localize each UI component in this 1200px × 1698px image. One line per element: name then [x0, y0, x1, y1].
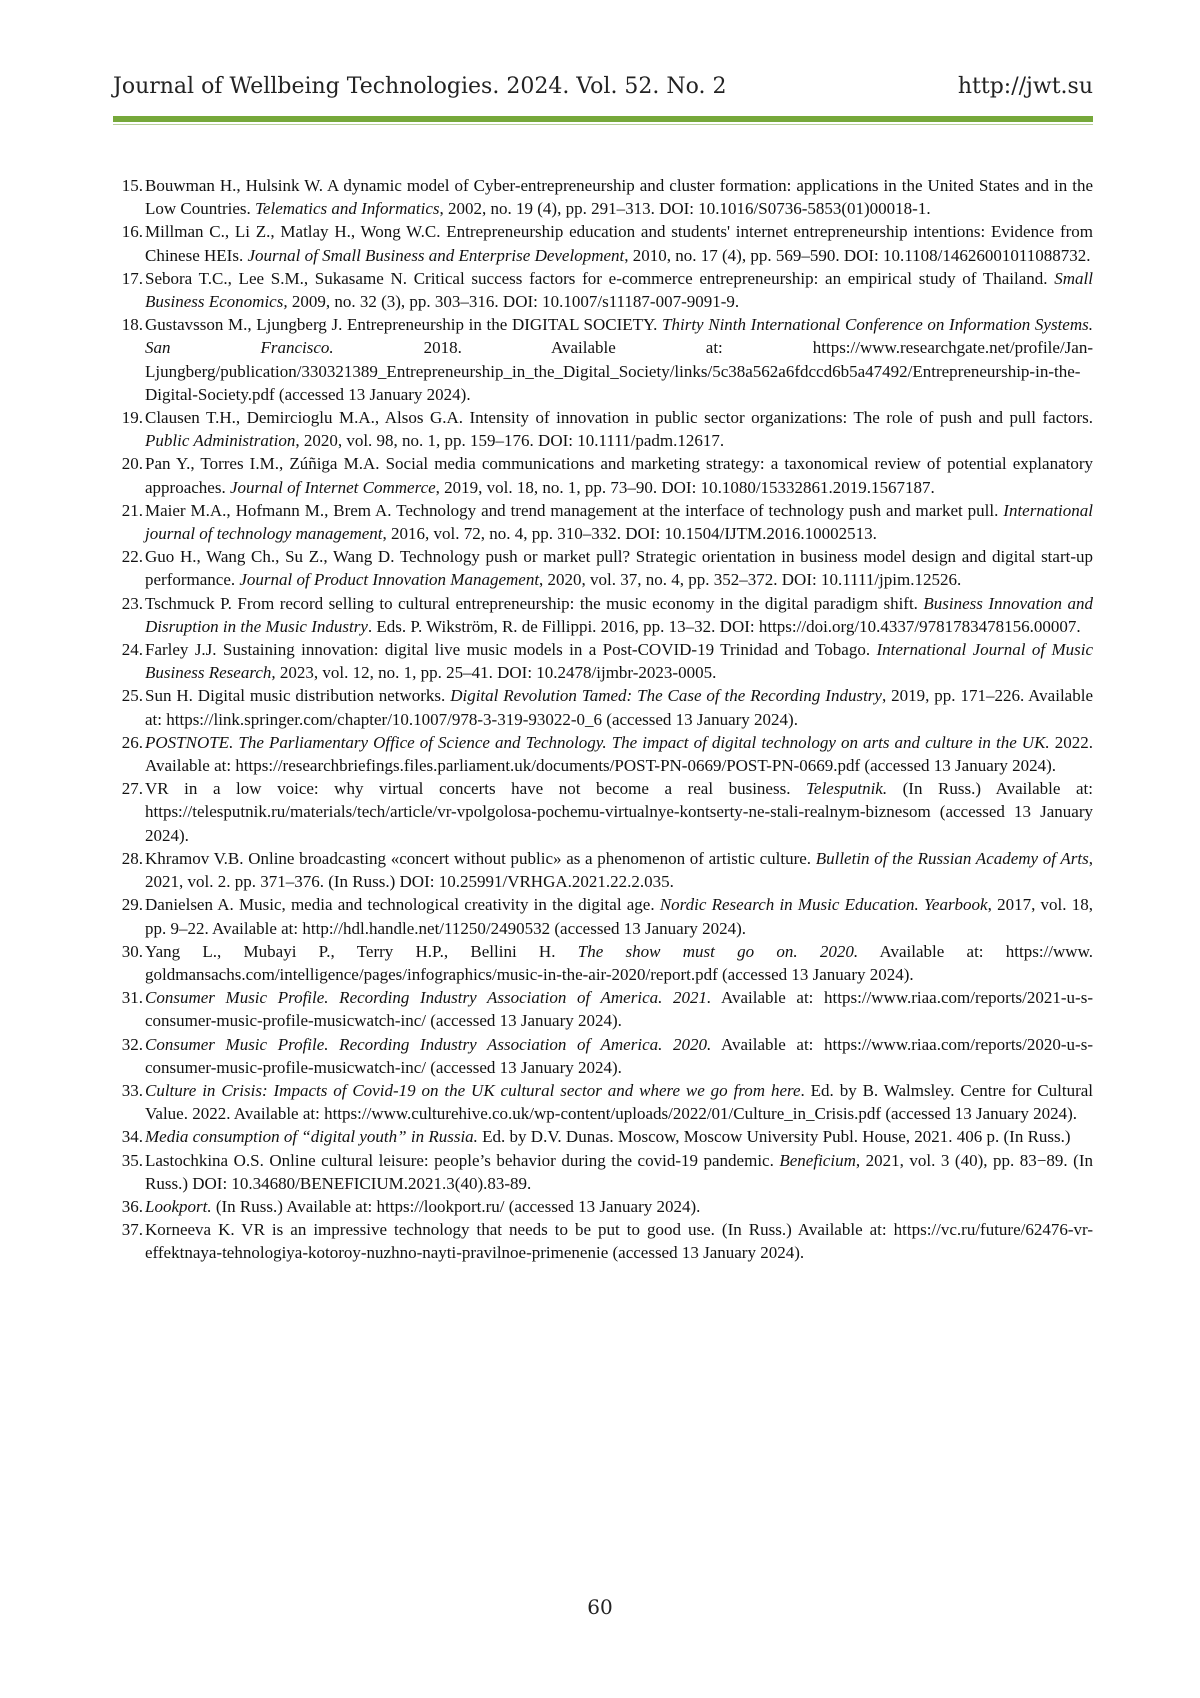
reference-text-part: Sun H. Digital music distribution networks. — [145, 686, 451, 706]
reference-number: 28. — [121, 848, 143, 868]
reference-text — [145, 501, 1093, 543]
reference-source-italic: Culture in Crisis: Impacts of Covid-19 on the UK cultural sector and where we go from here — [145, 1080, 801, 1100]
reference-item — [113, 452, 1093, 498]
reference-item — [113, 499, 1093, 545]
reference-source-italic: Thirty Ninth International Conference on Information Systems. San Francisco. — [145, 315, 1093, 358]
reference-source-italic: Beneficium — [779, 1150, 856, 1170]
reference-text — [145, 895, 1093, 937]
reference-source-italic: Telematics and Informatics — [255, 199, 440, 219]
reference-text-part: . Eds. P. Wikström, R. de Fillippi. 2016, pp. 13–32. DOI: https://doi.org/10.4337/9781783478156.00007. — [367, 616, 1081, 636]
reference-item — [113, 1079, 1093, 1125]
reference-number: 26. — [121, 732, 143, 752]
reference-item — [113, 1149, 1093, 1195]
reference-source-italic: Consumer Music Profile. Recording Industry Association of America. 2020. — [145, 1034, 712, 1054]
reference-item — [113, 174, 1093, 220]
reference-item — [113, 220, 1093, 266]
reference-text-part: , 2021, vol. 2. pp. 371–376. (In Russ.) DOI: 10.25991/VRHGA.2021.22.2.035. — [145, 848, 1093, 892]
reference-item — [113, 1195, 1093, 1218]
reference-text — [145, 1151, 1093, 1193]
reference-source-italic: The show must go on. 2020. — [577, 941, 859, 961]
reference-source-italic: Telesputnik. — [806, 779, 888, 799]
reference-text-part: Korneeva K. VR is an impressive technology that needs to be put to good use. (In Russ.) Available at: https://vc.ru/future/62476-vr-effektnaya-tehnologiya-kotoroy-nuzhno-nayti-pravilnoe-primenenie (accessed 13 January 2024). — [145, 1220, 1093, 1263]
reference-source-italic: Bulletin of the Russian Academy of Arts — [815, 848, 1089, 868]
reference-text — [145, 1127, 1071, 1146]
reference-text — [145, 547, 1093, 589]
reference-item — [113, 638, 1093, 684]
reference-text-part: , 2021, vol. 3 (40), pp. 83−89. (In Russ.) DOI: 10.34680/BENEFICIUM.2021.3(40).83-89. — [145, 1150, 1093, 1193]
reference-number: 22. — [121, 547, 143, 567]
reference-source-italic: Digital Revolution Tamed: The Case of the Recording Industry — [450, 686, 882, 706]
reference-text-part: 2009, no. 32 (3), pp. 303–316. DOI: 10.1007/s11187-007-9091-9. — [287, 292, 740, 312]
reference-text — [145, 942, 1093, 984]
reference-text — [145, 594, 1093, 636]
reference-source-italic: Nordic Research in Music Education. Yearbook — [659, 895, 988, 915]
reference-text-part: , 2019, vol. 18, no. 1, pp. 73–90. DOI: 10.1080/15332861.2019.1567187. — [435, 477, 935, 497]
reference-text-part: , 2010, no. 17 (4), pp. 569–590. DOI: 10.1108/14626001011088732. — [624, 245, 1091, 265]
reference-item — [113, 1033, 1093, 1079]
reference-item — [113, 940, 1093, 986]
reference-item — [113, 1125, 1093, 1148]
reference-text — [145, 779, 1093, 844]
reference-text-part: Gustavsson M., Ljungberg J. Entrepreneurship in the DIGITAL SOCIETY. — [145, 315, 663, 335]
reference-text-part: Available at: https://www.riaa.com/reports/2020-u-s-consumer-music-profile-musicwatch-inc/ (accessed 13 January 2024). — [145, 1034, 1093, 1077]
reference-text-part: Available at: https://www. goldmansachs.com/intelligence/pages/infographics/music-in-the-air-2020/report.pdf (accessed 13 January 2024). — [145, 941, 1093, 984]
reference-text — [145, 408, 1093, 450]
header-rule — [113, 116, 1093, 122]
reference-text — [145, 269, 1093, 311]
reference-number: 24. — [121, 640, 143, 660]
reference-text — [145, 988, 1093, 1030]
reference-item — [113, 406, 1093, 452]
reference-number: 19. — [121, 408, 143, 428]
reference-item — [113, 893, 1093, 939]
reference-item — [113, 777, 1093, 847]
reference-text-part: (In Russ.) Available at: https://telesputnik.ru/materials/tech/article/vr-vpolgolosa-pochemu-virtualnye-kontserty-ne-stali-realnym-biznesom (accessed 13 January 2024). — [145, 779, 1093, 845]
reference-source-italic: Journal of Product Innovation Management — [239, 570, 540, 590]
reference-text-part: , 2019, pp. 171–226. Available at: https://link.springer.com/chapter/10.1007/978-3-319-93022-0_6 (accessed 13 January 2024). — [145, 686, 1093, 729]
reference-text-part: Yang L., Mubayi P., Terry H.P., Bellini H. — [145, 941, 578, 961]
reference-text — [145, 640, 1093, 682]
reference-number: 36. — [121, 1196, 143, 1216]
reference-text-part: Guo H., Wang Ch., Su Z., Wang D. Technology push or market pull? Strategic orientation in business model design and digital start-up performance. — [145, 547, 1093, 590]
reference-text-part: Farley J.J. Sustaining innovation: digital live music models in a Post-COVID-19 Trinidad and Tobago. — [145, 640, 877, 660]
reference-number: 30. — [121, 941, 143, 961]
reference-text-part: Danielsen A. Music, media and technological creativity in the digital age. — [145, 895, 660, 915]
reference-number: 18. — [121, 315, 143, 335]
journal-title: Journal of Wellbeing Technologies. 2024. Vol. 52. No. 2 — [113, 74, 727, 99]
reference-source-italic: Media consumption of “digital youth” in Russia. — [145, 1127, 478, 1147]
reference-number: 20. — [121, 454, 143, 474]
reference-text-part: (In Russ.) Available at: https://lookport.ru/ (accessed 13 January 2024). — [211, 1196, 701, 1216]
reference-text — [145, 222, 1093, 264]
reference-source-italic: POSTNOTE. The Parliamentary Office of Science and Technology. The impact of digital technology on arts and culture in the UK. — [145, 732, 1050, 752]
reference-text — [145, 686, 1093, 728]
reference-item — [113, 267, 1093, 313]
reference-text — [145, 1197, 700, 1216]
reference-item — [113, 684, 1093, 730]
running-header — [113, 70, 1093, 110]
reference-source-italic: Journal of Small Business and Enterprise Development — [247, 245, 625, 265]
reference-text — [145, 733, 1093, 775]
reference-number: 37. — [121, 1220, 143, 1240]
reference-text-part: 2022. Available at: https://researchbriefings.files.parliament.uk/documents/POST-PN-0669/POST-PN-0669.pdf (accessed 13 January 2024). — [145, 732, 1093, 776]
reference-source-italic: Public Administration — [145, 431, 296, 451]
reference-item — [113, 731, 1093, 777]
reference-text — [145, 315, 1093, 404]
reference-number: 17. — [121, 268, 143, 288]
reference-source-italic: Journal of Internet Commerce — [229, 477, 436, 497]
reference-text-part: . Ed. by B. Walmsley. Centre for Cultural Value. 2022. Available at: https://www.culturehive.co.uk/wp-content/uploads/2022/01/Culture_in_Crisis.pdf (accessed 13 January 2024). — [145, 1080, 1093, 1124]
page-number: 60 — [587, 1595, 613, 1619]
reference-source-italic: Business Innovation and Disruption in the Music Industry — [145, 593, 1093, 636]
reference-number: 27. — [121, 779, 143, 799]
reference-text — [145, 454, 1093, 496]
reference-source-italic: Small Business Economics, — [145, 268, 1093, 312]
reference-text-part: Clausen T.H., Demircioglu M.A., Alsos G.A. Intensity of innovation in public sector organizations: The role of push and pull factors. — [145, 408, 1093, 428]
reference-number: 25. — [121, 686, 143, 706]
reference-text-part: 2018. Available at: https://www.researchgate.net/profile/Jan-Ljungberg/publication/330321389_Entrepreneurship_in_the_Digital_Society/links/5c38a562a6fdccd6b5a47492/Entrepreneurship-in-the-Digital-Society.pdf (accessed 13 January 2024). — [145, 338, 1093, 404]
reference-text-part: , 2020, vol. 37, no. 4, pp. 352–372. DOI: 10.1111/jpim.12526. — [539, 570, 962, 590]
journal-url[interactable]: http://jwt.su — [957, 74, 1093, 99]
reference-text-part: , 2020, vol. 98, no. 1, pp. 159–176. DOI: 10.1111/padm.12617. — [295, 431, 725, 451]
reference-text-part: Maier M.A., Hofmann M., Brem A. Technology and trend management at the interface of technology push and market pull. — [145, 500, 1004, 520]
reference-item — [113, 1218, 1093, 1264]
reference-item — [113, 847, 1093, 893]
reference-text-part: , 2002, no. 19 (4), pp. 291–313. DOI: 10.1016/S0736-5853(01)00018-1. — [439, 199, 931, 219]
reference-text-part: , 2016, vol. 72, no. 4, pp. 310–332. DOI: 10.1504/IJTM.2016.10002513. — [382, 524, 877, 544]
reference-number: 31. — [121, 988, 143, 1008]
reference-source-italic: Lookport. — [145, 1196, 212, 1216]
reference-text-part: Available at: https://www.riaa.com/reports/2021-u-s-consumer-music-profile-musicwatch-inc/ (accessed 13 January 2024). — [145, 988, 1093, 1031]
reference-source-italic: Consumer Music Profile. Recording Industry Association of America. 2021. — [145, 988, 712, 1008]
reference-number: 21. — [121, 500, 143, 520]
reference-source-italic: International Journal of Music Business Research, — [145, 640, 1094, 683]
reference-text-part: Sebora T.C., Lee S.M., Sukasame N. Critical success factors for e-commerce entrepreneurship: an empirical study of Thailand. — [145, 268, 1055, 288]
reference-text-part: Pan Y., Torres I.M., Zúñiga M.A. Social media communications and marketing strategy: a taxonomical review of potential explanatory approaches. — [145, 454, 1093, 497]
reference-text — [145, 849, 1093, 891]
reference-text-part: Lastochkina O.S. Online cultural leisure: people’s behavior during the covid-19 pandemic. — [145, 1150, 780, 1170]
reference-text-part: VR in a low voice: why virtual concerts have not become a real business. — [145, 779, 807, 799]
reference-text-part: Ed. by D.V. Dunas. Moscow, Moscow University Publ. House, 2021. 406 p. (In Russ.) — [477, 1127, 1071, 1147]
reference-number: 34. — [121, 1127, 143, 1147]
reference-source-italic: International journal of technology management — [145, 500, 1093, 544]
header-thin-rule — [113, 124, 1093, 125]
reference-item — [113, 592, 1093, 638]
reference-list — [113, 174, 1093, 1265]
reference-text-part: 2023, vol. 12, no. 1, pp. 25–41. DOI: 10.2478/ijmbr-2023-0005. — [275, 663, 717, 683]
reference-item — [113, 313, 1093, 406]
reference-text — [145, 176, 1093, 218]
reference-number: 29. — [121, 895, 143, 915]
reference-text — [145, 1035, 1093, 1077]
reference-text-part: , 2017, vol. 18, pp. 9–22. Available at: http://hdl.handle.net/11250/2490532 (accessed 13 January 2024). — [145, 895, 1093, 938]
reference-text — [145, 1220, 1093, 1262]
reference-number: 33. — [121, 1080, 143, 1100]
reference-text-part: Millman C., Li Z., Matlay H., Wong W.C. Entrepreneurship education and students' internet entrepreneurship intentions: Evidence from Chinese HEIs. — [145, 222, 1093, 265]
reference-number: 16. — [121, 222, 143, 242]
reference-number: 32. — [121, 1034, 143, 1054]
reference-item — [113, 986, 1093, 1032]
reference-item — [113, 545, 1093, 591]
reference-text — [145, 1081, 1093, 1123]
reference-number: 35. — [121, 1150, 143, 1170]
reference-text-part: Bouwman H., Hulsink W. A dynamic model of Cyber-entrepreneurship and cluster formation: applications in the United States and in the Low Countries. — [145, 176, 1093, 219]
reference-number: 15. — [121, 176, 143, 195]
reference-text-part: Khramov V.B. Online broadcasting «concert without public» as a phenomenon of artistic culture. — [145, 848, 816, 868]
reference-number: 23. — [121, 593, 143, 613]
reference-text-part: Tschmuck P. From record selling to cultural entrepreneurship: the music economy in the digital paradigm shift. — [145, 593, 924, 613]
